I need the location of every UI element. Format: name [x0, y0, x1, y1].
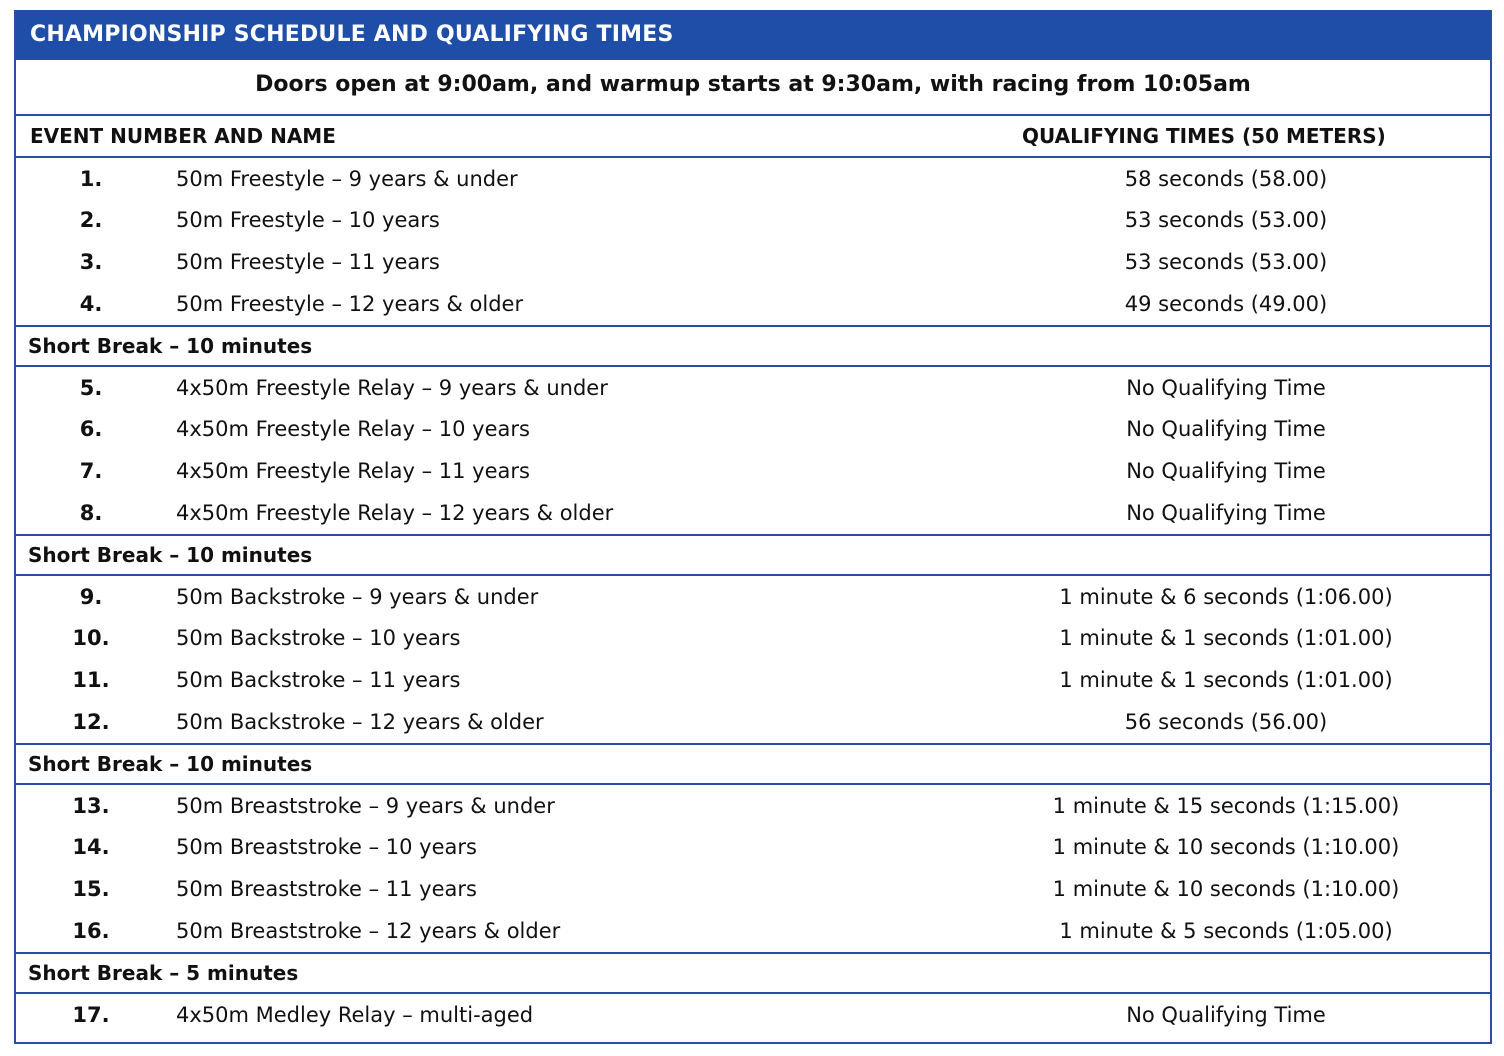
- event-number: 4.: [79, 292, 103, 316]
- event-number: 1.: [79, 167, 103, 191]
- break-row: Short Break – 10 minutes: [16, 325, 1490, 367]
- event-name: 50m Breaststroke – 10 years: [176, 835, 477, 859]
- qualifying-column-header: QUALIFYING TIMES (50 METERS): [1022, 124, 1386, 148]
- qualifying-time: 1 minute & 1 seconds (1:01.00): [1059, 626, 1393, 650]
- table-row: [16, 659, 1490, 701]
- table-row: [16, 910, 1490, 952]
- event-name: 4x50m Freestyle Relay – 12 years & older: [176, 501, 614, 525]
- break-row: Short Break – 10 minutes: [16, 534, 1490, 576]
- table-row: [16, 994, 1490, 1035]
- event-column-header: EVENT NUMBER AND NAME: [30, 124, 336, 148]
- event-name: 50m Freestyle – 9 years & under: [176, 167, 518, 191]
- qualifying-time: 1 minute & 5 seconds (1:05.00): [1059, 919, 1393, 943]
- qualifying-time: 53 seconds (53.00): [1124, 208, 1328, 232]
- table-row: [16, 367, 1490, 408]
- event-name: 4x50m Freestyle Relay – 10 years: [176, 417, 530, 441]
- event-number: 17.: [72, 1003, 110, 1027]
- schedule-table: [14, 10, 1492, 1044]
- qualifying-time: No Qualifying Time: [1126, 417, 1326, 441]
- event-number: 10.: [72, 626, 110, 650]
- event-number: 8.: [79, 501, 103, 525]
- table-row: [16, 617, 1490, 659]
- intro-text: Doors open at 9:00am, and warmup starts at 9:30am, with racing from 10:05am: [16, 60, 1490, 116]
- break-row: Short Break – 5 minutes: [16, 952, 1490, 994]
- qualifying-time: 53 seconds (53.00): [1124, 250, 1328, 274]
- qualifying-time: 1 minute & 15 seconds (1:15.00): [1052, 794, 1400, 818]
- table-row: [16, 492, 1490, 534]
- event-number: 11.: [72, 668, 110, 692]
- qualifying-time: 56 seconds (56.00): [1124, 710, 1328, 734]
- qualifying-time: 1 minute & 10 seconds (1:10.00): [1052, 877, 1400, 901]
- table-row: [16, 450, 1490, 492]
- table-row: [16, 701, 1490, 743]
- qualifying-time: No Qualifying Time: [1126, 1003, 1326, 1027]
- table-row: [16, 199, 1490, 241]
- qualifying-time: 58 seconds (58.00): [1124, 167, 1328, 191]
- event-number: 7.: [79, 459, 103, 483]
- event-name: 50m Breaststroke – 12 years & older: [176, 919, 561, 943]
- event-name: 50m Backstroke – 12 years & older: [176, 710, 544, 734]
- event-name: 4x50m Medley Relay – multi-aged: [176, 1003, 534, 1027]
- event-number: 12.: [72, 710, 110, 734]
- column-header-row: [16, 116, 1490, 158]
- event-name: 50m Backstroke – 10 years: [176, 626, 461, 650]
- event-number: 9.: [79, 585, 103, 609]
- event-name: 4x50m Freestyle Relay – 11 years: [176, 459, 530, 483]
- page-title: CHAMPIONSHIP SCHEDULE AND QUALIFYING TIMES: [16, 10, 1490, 60]
- qualifying-time: 1 minute & 1 seconds (1:01.00): [1059, 668, 1393, 692]
- qualifying-time: 1 minute & 6 seconds (1:06.00): [1059, 585, 1393, 609]
- qualifying-time: No Qualifying Time: [1126, 376, 1326, 400]
- event-number: 2.: [79, 208, 103, 232]
- event-name: 50m Freestyle – 11 years: [176, 250, 440, 274]
- event-number: 6.: [79, 417, 103, 441]
- event-name: 50m Breaststroke – 11 years: [176, 877, 477, 901]
- table-row: [16, 868, 1490, 910]
- table-row: [16, 408, 1490, 450]
- table-row: [16, 576, 1490, 617]
- table-row: [16, 785, 1490, 826]
- table-body: [16, 158, 1490, 1035]
- qualifying-time: No Qualifying Time: [1126, 459, 1326, 483]
- break-row: Short Break – 10 minutes: [16, 743, 1490, 785]
- event-number: 3.: [79, 250, 103, 274]
- event-name: 50m Backstroke – 9 years & under: [176, 585, 539, 609]
- event-number: 14.: [72, 835, 110, 859]
- table-row: [16, 826, 1490, 868]
- event-number: 13.: [72, 794, 110, 818]
- event-name: 50m Freestyle – 12 years & older: [176, 292, 524, 316]
- event-name: 4x50m Freestyle Relay – 9 years & under: [176, 376, 608, 400]
- table-row: [16, 241, 1490, 283]
- event-name: 50m Backstroke – 11 years: [176, 668, 461, 692]
- table-row: [16, 283, 1490, 325]
- event-number: 15.: [72, 877, 110, 901]
- qualifying-time: No Qualifying Time: [1126, 501, 1326, 525]
- qualifying-time: 49 seconds (49.00): [1124, 292, 1328, 316]
- event-name: 50m Freestyle – 10 years: [176, 208, 440, 232]
- event-name: 50m Breaststroke – 9 years & under: [176, 794, 555, 818]
- event-number: 5.: [79, 376, 103, 400]
- table-row: [16, 158, 1490, 199]
- qualifying-time: 1 minute & 10 seconds (1:10.00): [1052, 835, 1400, 859]
- event-number: 16.: [72, 919, 110, 943]
